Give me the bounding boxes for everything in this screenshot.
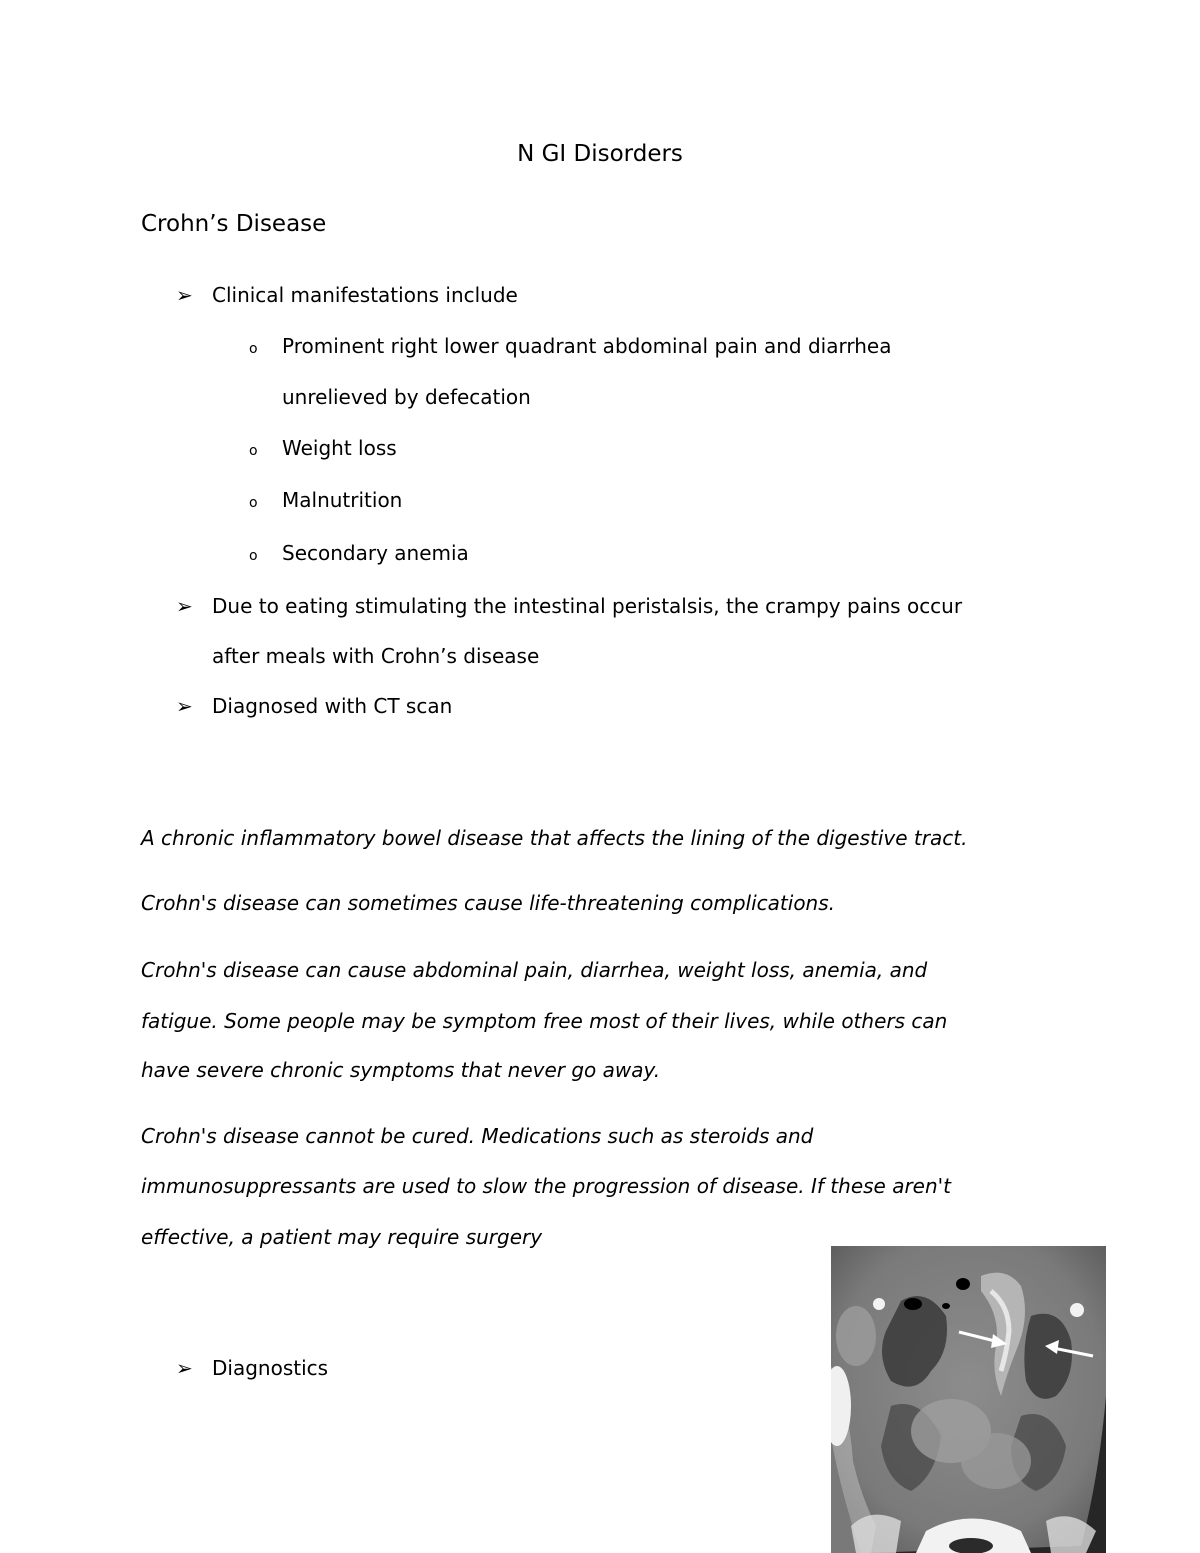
sub-item-malnutrition: Malnutrition [282, 488, 403, 512]
arrow-bullet-icon: ➢ [176, 694, 193, 718]
arrow-bullet-icon: ➢ [176, 283, 193, 307]
sub-bullet-icon: o [249, 548, 258, 564]
italic-complications: Crohn's disease can sometimes cause life-threatening complications. [141, 891, 836, 915]
italic-symptoms-line2: fatigue. Some people may be symptom free most of their lives, while others can [141, 1009, 948, 1033]
bullet-diagnostics: Diagnostics [212, 1356, 329, 1380]
italic-treatment-line2: immunosuppressants are used to slow the progression of disease. If these aren't [141, 1174, 951, 1198]
sub-item-anemia: Secondary anemia [282, 541, 469, 565]
italic-treatment-line1: Crohn's disease cannot be cured. Medications such as steroids and [141, 1124, 814, 1148]
sub-item-pain-cont: unrelieved by defecation [282, 385, 531, 409]
italic-symptoms-line3: have severe chronic symptoms that never go away. [141, 1058, 661, 1082]
italic-treatment-line3: effective, a patient may require surgery [141, 1225, 543, 1249]
sub-bullet-icon: o [249, 443, 258, 459]
arrow-bullet-icon: ➢ [176, 1356, 193, 1380]
section-heading: Crohn’s Disease [141, 211, 327, 237]
italic-definition: A chronic inflammatory bowel disease that affects the lining of the digestive tract. [141, 826, 968, 850]
ct-scan-image [831, 1246, 1106, 1553]
sub-item-pain: Prominent right lower quadrant abdominal pain and diarrhea [282, 334, 892, 358]
sub-bullet-icon: o [249, 341, 258, 357]
bullet-diagnosed: Diagnosed with CT scan [212, 694, 453, 718]
sub-item-weight-loss: Weight loss [282, 436, 397, 460]
bullet-clinical: Clinical manifestations include [212, 283, 518, 307]
bullet-peristalsis-cont: after meals with Crohn’s disease [212, 644, 540, 668]
italic-symptoms-line1: Crohn's disease can cause abdominal pain, diarrhea, weight loss, anemia, and [141, 958, 928, 982]
sub-bullet-icon: o [249, 495, 258, 511]
page-title: N GI Disorders [517, 141, 683, 167]
arrow-bullet-icon: ➢ [176, 594, 193, 618]
bullet-peristalsis: Due to eating stimulating the intestinal peristalsis, the crampy pains occur [212, 594, 963, 618]
